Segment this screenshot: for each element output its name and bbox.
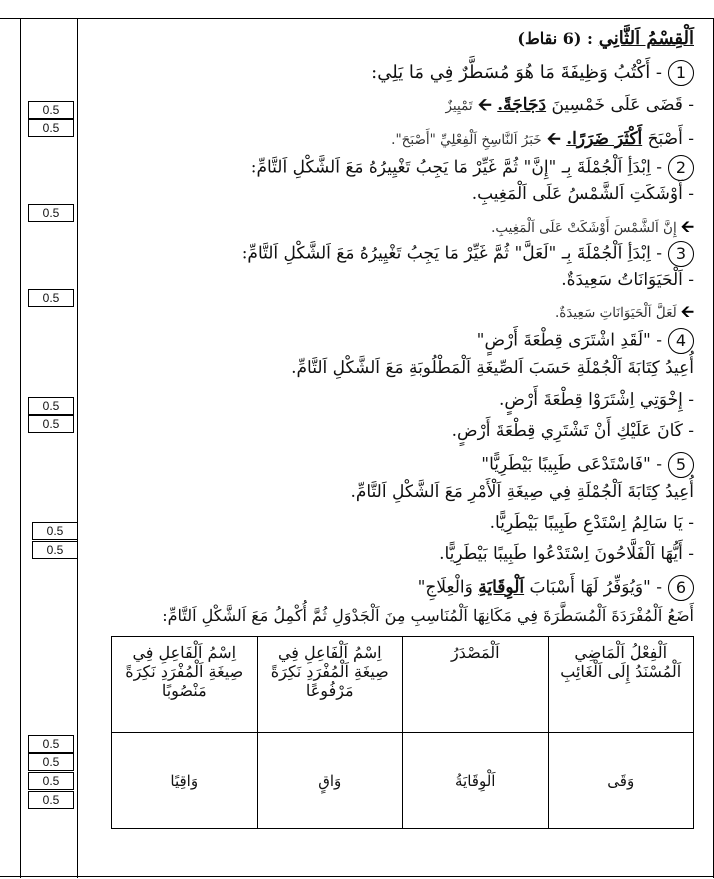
q6-quote-post: وَالْعِلَاجِ" bbox=[417, 577, 473, 598]
q2-answer-line bbox=[491, 216, 694, 243]
q1-s1-underlined: دَجَاجَةً. bbox=[497, 95, 547, 115]
q5-prompt: أُعِيدُ كِتَابَةَ اَلْجُمْلَةِ فِي صِيغَةِ اَلْأَمْرِ مَعَ اَلشَّكْلِ اَلتَّامِّ. bbox=[350, 482, 694, 502]
q1-s2-underlined: أَكْثَرَ ضَرَرًا. bbox=[566, 129, 643, 149]
q1-number: 1 bbox=[668, 60, 694, 86]
table-header-cell: اَلْمَصْدَرُ bbox=[403, 637, 549, 733]
section-title bbox=[517, 28, 694, 49]
q3-prompt-text: - اِبْدَأِ اَلْجُمْلَةَ بِـ "لَعَلَّ" ثُمَّ غَيِّرْ مَا يَجِبُ تَغْيِيرُهُ مَعَ اَلشَّكْلِ اَلتَّامِّ: bbox=[241, 243, 662, 264]
q6-quote-pre: - "وَيُوَفِّرُ لَهَا أَسْبَابَ bbox=[529, 577, 662, 598]
table-cell: وَقَى bbox=[548, 733, 694, 829]
q2-prompt-text: - اِبْدَأِ اَلْجُمْلَةَ بِـ "إِنَّ" ثُمَّ غَيِّرْ مَا يَجِبُ تَغْيِيرُهُ مَعَ اَلشَّكْلِ اَلتَّامِّ: bbox=[250, 157, 662, 178]
score-box: 0.5 bbox=[28, 791, 74, 809]
q5-quote-text: - "فَاسْتَدْعَى طَبِيبًا بَيْطَرِيًّا" bbox=[481, 454, 662, 475]
score-box: 0.5 bbox=[28, 772, 74, 790]
q6-prompt: أَضَعُ اَلْمُفْرَدَةَ اَلْمُسَطَّرَةَ فِي مَكَانِهَا اَلْمُنَاسِبِ مِنَ اَلْجَدْوَلِ ثُمَّ أُكْمِلُ مَعَ اَلشَّكْلِ اَلتَّامِّ: bbox=[162, 606, 694, 625]
q1-sentence-2 bbox=[391, 126, 694, 155]
q5-quote bbox=[481, 452, 694, 478]
table-cell: وَاقٍ bbox=[257, 733, 403, 829]
score-box: 0.5 bbox=[32, 541, 78, 559]
score-box: 0.5 bbox=[28, 101, 74, 119]
top-rule bbox=[0, 18, 714, 19]
table-cell: اَلْوِقَايَةُ bbox=[403, 733, 549, 829]
q1-s2-answer: خَبَرُ اَلنَّاسِخِ اَلْفِعْلِيِّ "أَصْبَحَ". bbox=[391, 132, 542, 148]
q3-number: 3 bbox=[668, 241, 694, 267]
q1-prompt bbox=[371, 60, 694, 86]
q5-number: 5 bbox=[668, 452, 694, 478]
bottom-rule bbox=[0, 876, 714, 877]
table-row bbox=[112, 733, 694, 829]
q4-number: 4 bbox=[668, 328, 694, 354]
score-box: 0.5 bbox=[28, 119, 74, 137]
answer-table bbox=[111, 636, 694, 829]
arrow-icon: 🡨 bbox=[681, 302, 694, 321]
q6-number: 6 bbox=[668, 575, 694, 601]
q3-answer-line bbox=[555, 301, 694, 328]
q1-s1-text: - قَضَى عَلَى خَمْسِينَ bbox=[551, 95, 694, 115]
q3-answer: لَعَلَّ اَلْحَيَوَانَاتِ سَعِيدَةٌ. bbox=[554, 305, 677, 321]
table-cell: وَاقِيًا bbox=[112, 733, 258, 829]
section-title-text: اَلْقِسْمُ اَلثَّانِي bbox=[598, 28, 694, 49]
score-box: 0.5 bbox=[28, 415, 74, 433]
table-header-cell: اِسْمُ اَلْفَاعِلِ فِي صِيغَةِ اَلْمُفْرَدِ نَكِرَةً مَرْفُوعًا bbox=[257, 637, 403, 733]
table-header-cell: اِسْمُ اَلْفَاعِلِ فِي صِيغَةِ اَلْمُفْرَدِ نَكِرَةً مَنْصُوبًا bbox=[112, 637, 258, 733]
q1-prompt-text: - أَكْتُبُ وَظِيفَةَ مَا هُوَ مُسَطَّرٌ فِي مَا يَلِي: bbox=[371, 62, 662, 83]
q5-answer-2: - أَيُّهَا اَلْفَلَّاحُونَ اِسْتَدْعُوا طَبِيبًا بَيْطَرِيًّا. bbox=[439, 544, 694, 564]
q1-s2-text: - أَصْبَحَ bbox=[647, 129, 694, 149]
left-margin-rule bbox=[20, 18, 21, 878]
score-box: 0.5 bbox=[28, 289, 74, 307]
table-header-row bbox=[112, 637, 694, 733]
arrow-icon: 🡨 bbox=[478, 95, 492, 115]
q4-answer-2: - كَانَ عَلَيْكِ أَنْ تَشْتَرِي قِطْعَةَ أَرْضٍ. bbox=[451, 421, 694, 441]
score-box: 0.5 bbox=[28, 753, 74, 771]
q2-sentence: - أَوْشَكَتِ اَلشَّمْسُ عَلَى اَلْمَغِيبِ. bbox=[471, 184, 694, 204]
score-box: 0.5 bbox=[32, 522, 78, 540]
q4-quote bbox=[477, 328, 694, 354]
q2-number: 2 bbox=[668, 155, 694, 181]
q6-quote-underlined: اَلْوِقَايَةِ bbox=[478, 577, 525, 598]
q4-prompt: أُعِيدُ كِتَابَةَ اَلْجُمْلَةِ حَسَبَ اَلصِّيغَةِ اَلْمَطْلُوبَةِ مَعَ اَلشَّكْلِ اَلتَّامِّ. bbox=[291, 358, 694, 378]
q1-s1-answer: تَمْيِيزٌ bbox=[445, 98, 473, 114]
table-header-cell: اَلْفِعْلُ اَلْمَاضِي اَلْمُسْنَدُ إِلَى اَلْغَائِبِ bbox=[548, 637, 694, 733]
q4-quote-text: - "لَقَدِ اشْتَرَى قِطْعَةَ أَرْضٍ" bbox=[476, 330, 662, 351]
q4-answer-1: - إِخْوَتِي اِشْتَرَوْا قِطْعَةَ أَرْضٍ. bbox=[499, 390, 694, 410]
score-box: 0.5 bbox=[28, 204, 74, 222]
arrow-icon: 🡨 bbox=[547, 129, 561, 149]
q6-quote bbox=[418, 575, 694, 601]
q5-answer-1: - يَا سَالِمُ اِسْتَدْعِ طَبِيبًا بَيْطَرِيًّا. bbox=[489, 513, 694, 533]
section-points: : (6 نقاط) bbox=[517, 29, 593, 48]
score-column-rule bbox=[77, 18, 78, 878]
q2-answer: إِنَّ اَلشَّمْسَ أَوْشَكَتْ عَلَى اَلْمَغِيبِ. bbox=[491, 220, 677, 236]
score-box: 0.5 bbox=[28, 735, 74, 753]
q1-sentence-1 bbox=[445, 92, 694, 121]
q2-prompt bbox=[251, 155, 694, 181]
score-box: 0.5 bbox=[28, 397, 74, 415]
q3-sentence: - اَلْحَيَوَانَاتُ سَعِيدَةٌ. bbox=[561, 270, 694, 290]
arrow-icon: 🡨 bbox=[681, 217, 694, 236]
q3-prompt bbox=[242, 241, 694, 267]
